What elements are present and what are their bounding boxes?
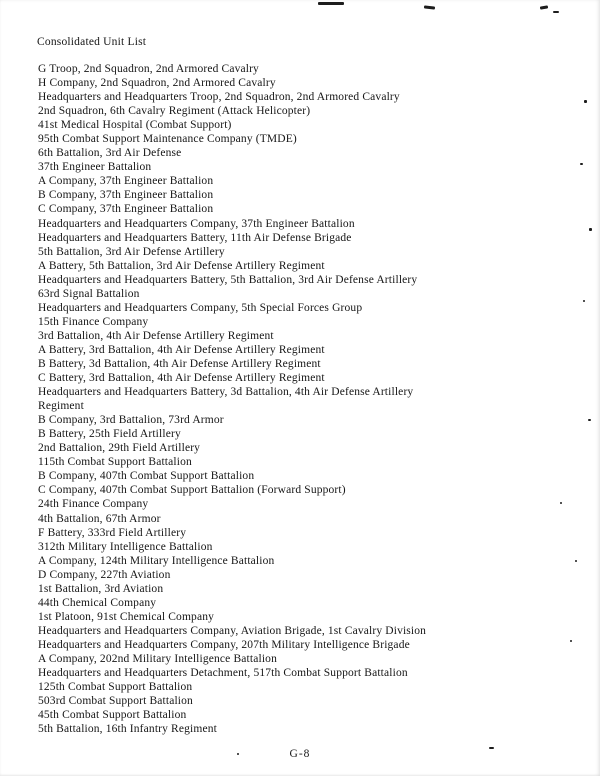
unit-list-line: 2nd Squadron, 6th Cavalry Regiment (Attack Helicopter): [38, 105, 311, 118]
unit-list-line: B Battery, 3d Battalion, 4th Air Defense Artillery Regiment: [38, 357, 321, 370]
scan-artifact: [588, 419, 591, 421]
unit-list-line: 44th Chemical Company: [38, 596, 157, 609]
scan-artifact: [553, 11, 559, 13]
unit-list-line: 115th Combat Support Battalion: [38, 456, 192, 469]
unit-list-line: 37th Engineer Battalion: [38, 161, 152, 174]
unit-list-line: Headquarters and Headquarters Battery, 3d Battalion, 4th Air Defense Artillery: [38, 386, 414, 399]
scan-artifact: [583, 300, 585, 302]
unit-list-line: B Battery, 25th Field Artillery: [38, 428, 181, 441]
unit-list-line: 4th Battalion, 67th Armor: [38, 512, 161, 525]
unit-list-line: Headquarters and Headquarters Company, Aviation Brigade, 1st Cavalry Division: [38, 624, 427, 637]
unit-list-line: C Battery, 3rd Battalion, 4th Air Defense Artillery Regiment: [38, 372, 325, 385]
scan-artifact: [580, 163, 583, 165]
unit-list-line: 3rd Battalion, 4th Air Defense Artillery Regiment: [38, 329, 274, 342]
unit-list-line: Headquarters and Headquarters Detachment, 517th Combat Support Battalion: [38, 667, 408, 680]
unit-list-line: Headquarters and Headquarters Troop, 2nd Squadron, 2nd Armored Cavalry: [38, 91, 400, 104]
unit-list-line: A Company, 37th Engineer Battalion: [38, 175, 214, 188]
unit-list-line: H Company, 2nd Squadron, 2nd Armored Cavalry: [38, 77, 276, 90]
unit-list-line: 95th Combat Support Maintenance Company (TMDE): [38, 133, 297, 146]
page-number: G-8: [289, 748, 311, 760]
scan-artifact: [575, 560, 577, 562]
unit-list-line: 5th Battalion, 16th Infantry Regiment: [38, 723, 217, 736]
scan-artifact: [589, 228, 592, 231]
unit-list-line: Headquarters and Headquarters Battery, 11th Air Defense Brigade: [38, 231, 352, 244]
unit-list-line: B Company, 37th Engineer Battalion: [38, 189, 214, 202]
unit-list-line: 1st Platoon, 91st Chemical Company: [38, 610, 214, 623]
unit-list-line: Headquarters and Headquarters Battery, 5th Battalion, 3rd Air Defense Artillery: [38, 273, 418, 286]
unit-list-line: 24th Finance Company: [38, 498, 149, 511]
unit-list-line: 1st Battalion, 3rd Aviation: [38, 582, 164, 595]
unit-list-line: G Troop, 2nd Squadron, 2nd Armored Cavalry: [38, 63, 259, 75]
unit-list: [38, 62, 566, 736]
unit-list-line: 2nd Battalion, 29th Field Artillery: [38, 442, 201, 455]
unit-list-line: Regiment: [38, 400, 84, 413]
unit-list-line: 503rd Combat Support Battalion: [38, 695, 193, 708]
unit-list-line: Headquarters and Headquarters Company, 37th Engineer Battalion: [38, 217, 355, 230]
unit-list-line: 15th Finance Company: [38, 315, 149, 328]
scan-artifact: [318, 2, 344, 5]
scan-artifact: [540, 5, 548, 9]
unit-list-line: 63rd Signal Battalion: [38, 287, 140, 300]
unit-list-line: 5th Battalion, 3rd Air Defense Artillery: [38, 245, 225, 258]
unit-list-line: C Company, 407th Combat Support Battalion (Forward Support): [38, 484, 346, 497]
scan-artifact: [570, 640, 572, 642]
page-title: Consolidated Unit List: [37, 36, 147, 48]
unit-list-line: C Company, 37th Engineer Battalion: [38, 203, 214, 216]
unit-list-line: F Battery, 333rd Field Artillery: [38, 526, 187, 539]
unit-list-line: B Company, 407th Combat Support Battalion: [38, 470, 255, 483]
unit-list-line: A Company, 124th Military Intelligence Battalion: [38, 554, 275, 567]
unit-list-line: A Battery, 5th Battalion, 3rd Air Defense Artillery Regiment: [38, 259, 325, 272]
scan-artifact: [424, 5, 435, 9]
unit-list-line: B Company, 3rd Battalion, 73rd Armor: [38, 414, 224, 427]
unit-list-line: A Battery, 3rd Battalion, 4th Air Defense Artillery Regiment: [38, 343, 325, 356]
unit-list-line: Headquarters and Headquarters Company, 5th Special Forces Group: [38, 301, 363, 314]
unit-list-line: 6th Battalion, 3rd Air Defense: [38, 147, 182, 160]
unit-list-line: 45th Combat Support Battalion: [38, 709, 187, 722]
unit-list-line: A Company, 202nd Military Intelligence Battalion: [38, 652, 277, 665]
unit-list-line: 41st Medical Hospital (Combat Support): [38, 119, 232, 132]
scan-artifact: [584, 100, 587, 103]
unit-list-line: 125th Combat Support Battalion: [38, 681, 193, 694]
unit-list-line: 312th Military Intelligence Battalion: [38, 540, 213, 553]
unit-list-line: D Company, 227th Aviation: [38, 568, 171, 581]
unit-list-line: Headquarters and Headquarters Company, 207th Military Intelligence Brigade: [38, 638, 410, 651]
